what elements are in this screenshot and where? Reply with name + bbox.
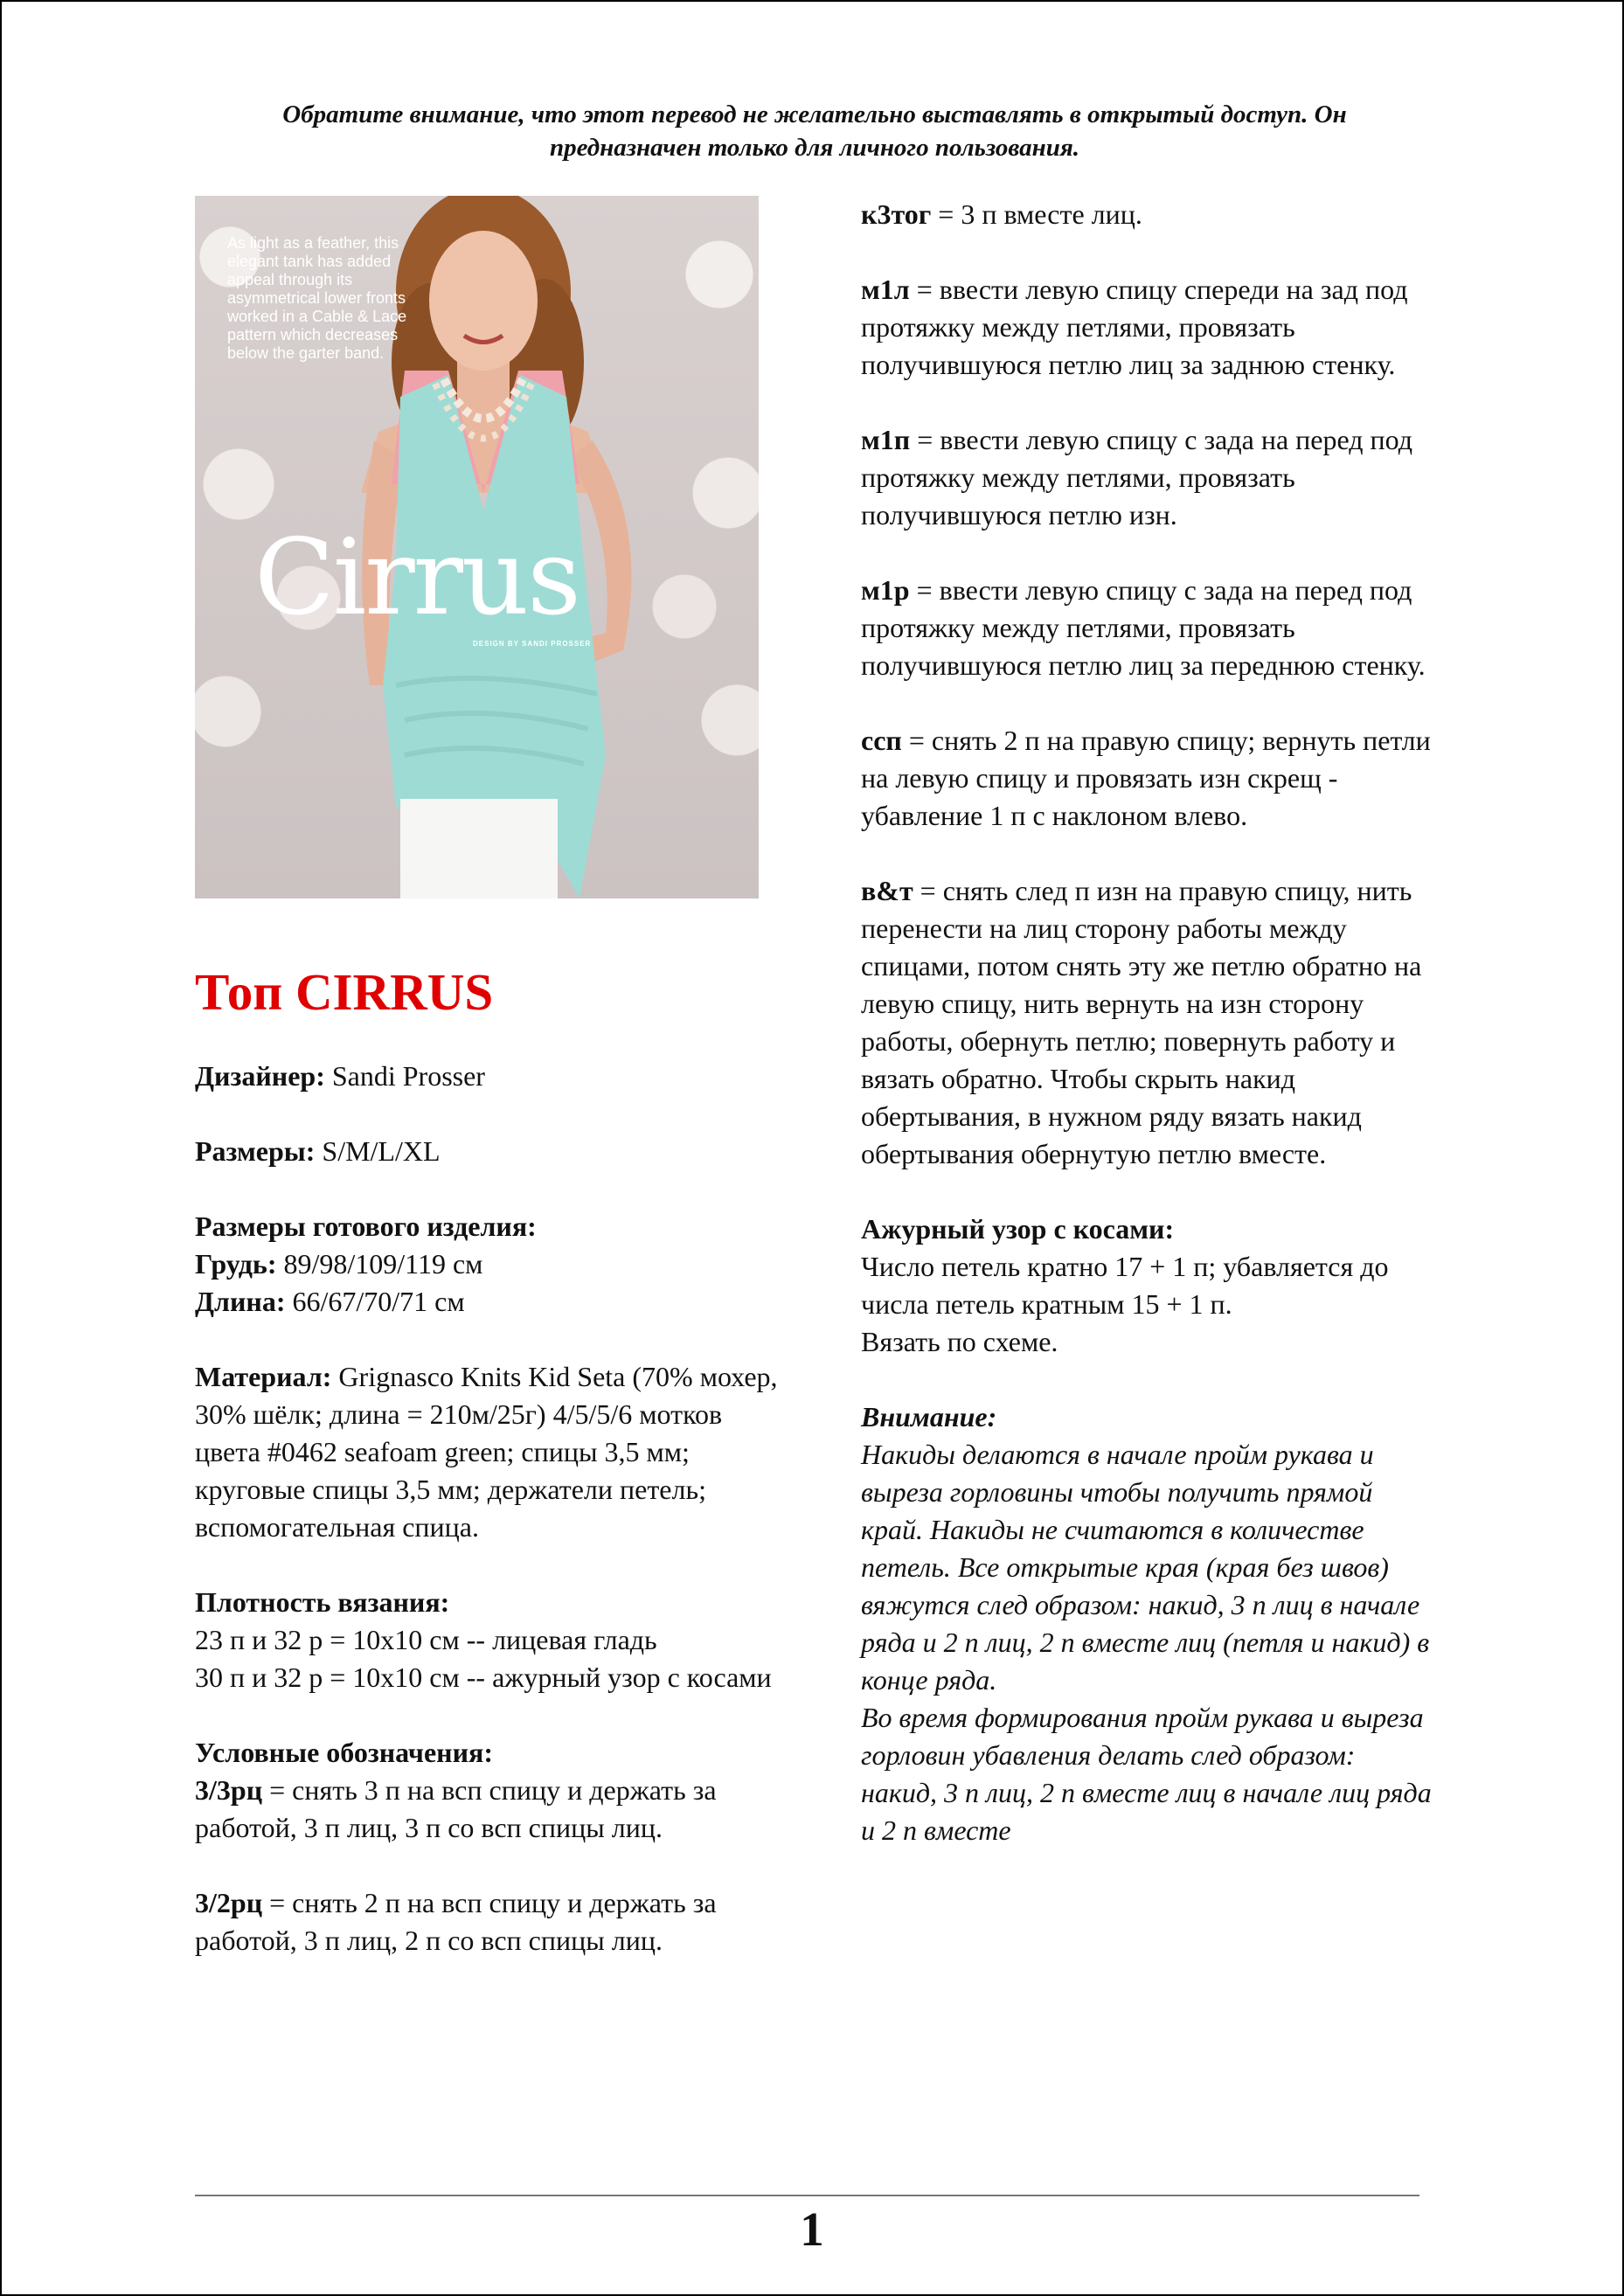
pattern-paragraph xyxy=(861,1210,1438,1361)
designer-value: Sandi Prosser xyxy=(324,1060,485,1092)
abbr-3-3rc-term: 3/3рц xyxy=(195,1774,263,1806)
photo-credit: DESIGN BY SANDI PROSSER xyxy=(473,640,592,648)
abbr-3-2rc-paragraph xyxy=(195,1884,789,1960)
left-column xyxy=(195,961,789,1997)
page-number: 1 xyxy=(800,2202,824,2256)
material-label: Материал: xyxy=(195,1361,332,1392)
length-value: 66/67/70/71 см xyxy=(285,1286,465,1317)
k3tog-def: = 3 п вместе лиц. xyxy=(931,198,1142,230)
abbr-3-3rc-def: = снять 3 п на всп спицу и держать за работой, 3 п лиц, 3 п со всп спицы лиц. xyxy=(195,1774,717,1843)
finished-label: Размеры готового изделия: xyxy=(195,1210,537,1242)
gauge-label: Плотность вязания: xyxy=(195,1586,450,1618)
ssp-paragraph xyxy=(861,722,1438,835)
gauge-line-1: 23 п и 32 р = 10х10 см -- лицевая гладь xyxy=(195,1624,657,1655)
note-line-1: Накиды делаются в начале пройм рукава и выреза горловины чтобы получить прямой край. Накиды не считаются в количестве петель. Все открытые края (края без швов) вяжутся след образом: накид, 3 п лиц в начале ряда и 2 п лиц, 2 п вместе лиц (петля и накид) в конце ряда. xyxy=(861,1439,1430,1696)
ssp-def: = снять 2 п на правую спицу; вернуть петли на левую спицу и провязать изн скрещ - убавление 1 п с наклоном влево. xyxy=(861,725,1431,831)
footer-divider xyxy=(195,2195,1419,2196)
wt-term: в&т xyxy=(861,875,913,906)
chest-label: Грудь: xyxy=(195,1248,277,1280)
abbreviations-label: Условные обозначения: xyxy=(195,1737,493,1768)
material-value: Grignasco Knits Kid Seta (70% мохер, 30% шёлк; длина = 210м/25г) 4/5/5/6 мотков цвета #0462 seafoam green; спицы 3,5 мм; круговые спицы 3,5 мм; держатели петель; вспомогательная спица. xyxy=(195,1361,778,1543)
m1l-def: = ввести левую спицу спереди на зад под протяжку между петлями, провязать получившуюся петлю лиц за заднюю стенку. xyxy=(861,274,1408,380)
abbr-3-2rc-term: 3/2рц xyxy=(195,1887,263,1918)
notice-line-2: предназначен только для личного пользования. xyxy=(549,134,1080,162)
chest-value: 89/98/109/119 см xyxy=(276,1248,483,1280)
sizes-paragraph xyxy=(195,1133,789,1170)
privacy-notice xyxy=(194,98,1435,164)
pattern-line-2: Вязать по схеме. xyxy=(861,1326,1058,1357)
note-label: Внимание: xyxy=(861,1401,997,1432)
m1l-paragraph xyxy=(861,271,1438,384)
cover-photo xyxy=(195,196,759,898)
m1p-def: = ввести левую спицу с зада на перед под протяжку между петлями, провязать получившуюся петлю изн. xyxy=(861,424,1413,531)
sizes-label: Размеры: xyxy=(195,1135,316,1167)
gauge-line-2: 30 п и 32 р = 10х10 см -- ажурный узор с косами xyxy=(195,1661,772,1693)
sizes-value: S/M/L/XL xyxy=(315,1135,441,1167)
m1l-term: м1л xyxy=(861,274,910,305)
pattern-title: Топ CIRRUS xyxy=(195,963,494,1021)
m1r-paragraph xyxy=(861,572,1438,684)
material-paragraph xyxy=(195,1358,789,1546)
m1r-term: м1р xyxy=(861,574,910,606)
designer-label: Дизайнер: xyxy=(195,1060,325,1092)
designer-paragraph xyxy=(195,1058,789,1095)
finished-measurements xyxy=(195,1208,789,1321)
m1r-def: = ввести левую спицу с зада на перед под протяжку между петлями, провязать получившуюся петлю лиц за переднюю стенку. xyxy=(861,574,1426,681)
wt-paragraph xyxy=(861,872,1438,1173)
photo-caption: As light as a feather, this elegant tank has added appeal through its asymmetrical lower fronts worked in a Cable & Lace pattern which decreases below the garter band. xyxy=(227,234,407,362)
m1p-term: м1п xyxy=(861,424,911,455)
k3tog-paragraph xyxy=(861,196,1438,233)
gauge-paragraph xyxy=(195,1584,789,1696)
k3tog-term: к3тог xyxy=(861,198,932,230)
pattern-line-1: Число петель кратно 17 + 1 п; убавляется до числа петель кратным 15 + 1 п. xyxy=(861,1251,1389,1320)
abbr-3-2rc-def: = снять 2 п на всп спицу и держать за работой, 3 п лиц, 2 п со всп спицы лиц. xyxy=(195,1887,717,1956)
m1p-paragraph xyxy=(861,421,1438,534)
pattern-label: Ажурный узор с косами: xyxy=(861,1213,1175,1245)
note-line-2: Во время формирования пройм рукава и выреза горловин убавления делать след образом: накид, 3 п лиц, 2 п вместе лиц в начале лиц ряда и 2 п вместе xyxy=(861,1702,1432,1846)
wt-def: = снять след п изн на правую спицу, нить перенести на лиц сторону работы между спицами, потом снять эту же петлю обратно на левую спицу, нить вернуть на изн сторону работы, обернуть петлю; повернуть работу и вязать обратно. Чтобы скрыть накид обертывания, в нужном ряду вязать накид обертывания обернутую петлю вместе. xyxy=(861,875,1422,1169)
notice-line-1: Обратите внимание, что этот перевод не желательно выставлять в открытый доступ. Он xyxy=(282,101,1347,128)
ssp-term: ссп xyxy=(861,725,902,756)
length-label: Длина: xyxy=(195,1286,286,1317)
right-column xyxy=(861,196,1438,1887)
abbreviations-paragraph xyxy=(195,1734,789,1847)
photo-title: Cirrus xyxy=(254,517,580,639)
note-paragraph xyxy=(861,1398,1438,1849)
